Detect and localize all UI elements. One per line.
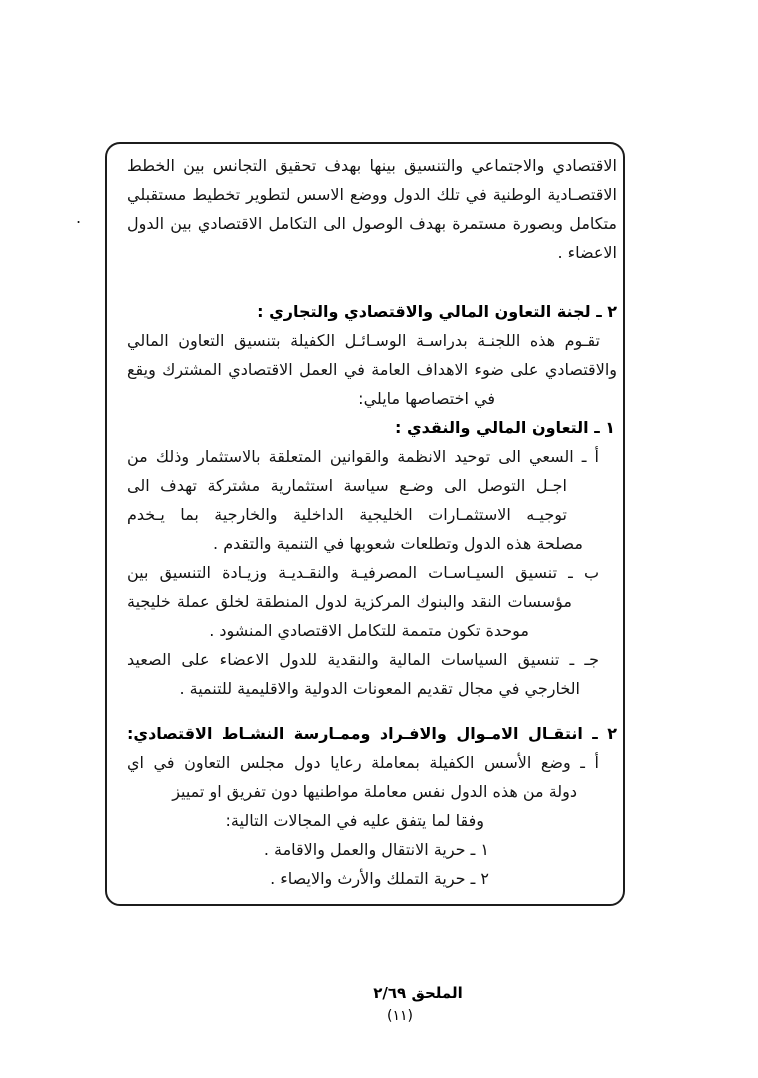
bordered-text-panel [105,142,625,906]
item-a-line: مصلحة هذه الدول وتطلعات شعوبها في التنمية والتقدم . [213,534,583,553]
section-gap [127,267,617,297]
item-c-line: الخارجي في مجال تقديم المعونات الدولية والاقليمية للتنمية . [179,679,580,698]
subitem-freedom-movement: ١ ـ حرية الانتقال والعمل والاقامة . [263,840,489,859]
intro-paragraph-line: الاقتصـادية الوطنية في تلك الدول ووضع الاسس لتطوير تخطيط مستقبلي [127,185,617,204]
heading-capital-movement: ٢ ـ انتقـال الامـوال والافـراد وممـارسة النشـاط الاقتصادي: [127,724,617,743]
committee-paragraph-line: تقـوم هذه اللجنـة بدراسـة الوسـائـل الكفيلة بتنسيق التعاون المالي [127,331,600,350]
item-a2-line: دولة من هذه الدول نفس معاملة مواطنيها دون تفريق او تمييز [172,782,577,801]
item-a2-line: أ ـ وضع الأسس الكفيلة بمعاملة رعايا دول مجلس التعاون في اي [127,753,599,772]
page-number: (١١) [387,1008,413,1024]
item-b-line: ب ـ تنسيق السيـاسـات المصرفيـة والنقـديـة وزيـادة التنسيق بين [127,563,599,582]
intro-paragraph-line: الاقتصادي والاجتماعي والتنسيق بينها بهدف تحقيق التجانس بين الخطط [127,156,617,175]
item-c-line: جـ ـ تنسيق السياسات المالية والنقدية للدول الاعضاء على الصعيد [127,650,599,669]
intro-paragraph-line: الاعضاء . [557,243,617,262]
committee-paragraph-line: والاقتصادي على ضوء الاهداف العامة في العمل الاقتصادي المشترك ويقع [127,360,617,379]
annex-label: الملحق ٢/٦٩ [373,984,463,1002]
heading-finance-committee: ٢ ـ لجنة التعاون المالي والاقتصادي والتجاري : [257,302,617,321]
subitem-freedom-ownership: ٢ ـ حرية التملك والأرث والايصاء . [270,869,489,888]
heading-monetary-cooperation: ١ ـ التعاون المالي والنقدي : [395,418,615,437]
section-gap [127,703,617,719]
intro-paragraph-line: متكامل وبصورة مستمرة بهدف الوصول الى التكامل الاقتصادي بين الدول [127,214,617,233]
item-a2-line: وفقا لما يتفق عليه في المجالات التالية: [225,811,484,830]
item-a-line: توجيـه الاستثمـارات الخليجية الداخلية والخارجية بما يـخدم [127,505,567,524]
item-b-line: موحدة تكون متممة للتكامل الاقتصادي المنشود . [209,621,529,640]
margin-dot: . [76,208,82,227]
item-a-line: أ ـ السعي الى توحيد الانظمة والقوانين المتعلقة بالاستثمار وذلك من [127,447,599,466]
committee-paragraph-line: في اختصاصها مايلي: [358,389,495,408]
item-a-line: اجـل التوصل الى وضـع سياسة استثمارية مشتركة تهدف الى [127,476,567,495]
item-b-line: مؤسسات النقد والبنوك المركزية لدول المنطقة لخلق عملة خليجية [127,592,572,611]
